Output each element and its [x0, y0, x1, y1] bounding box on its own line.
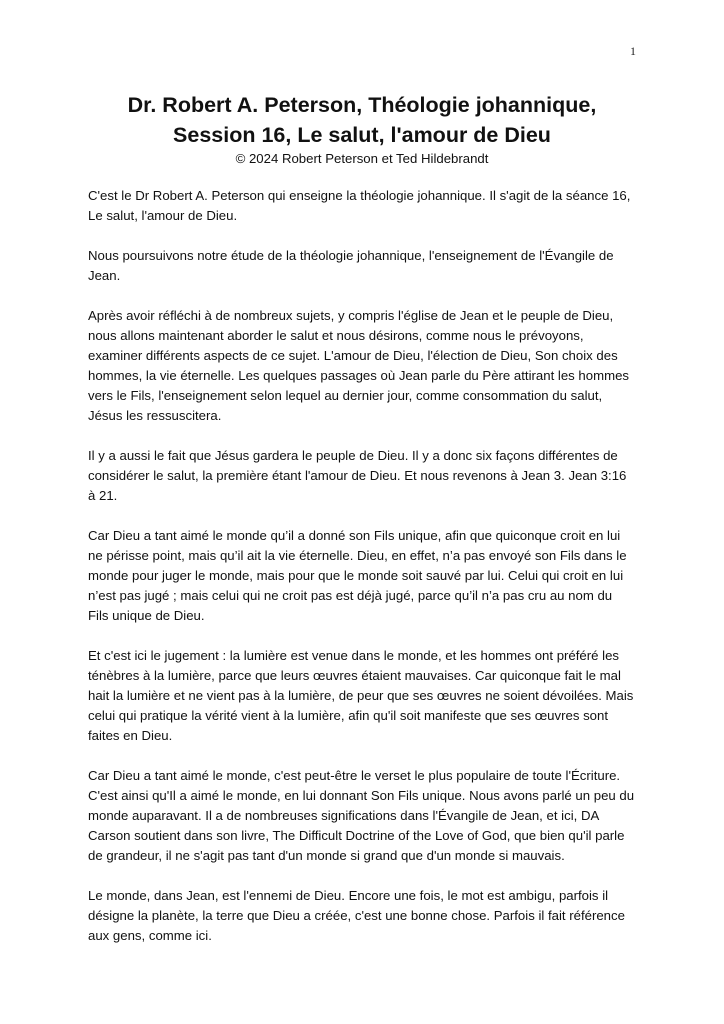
paragraph: Il y a aussi le fait que Jésus gardera le peuple de Dieu. Il y a donc six façons différentes de considérer le salut, la première étant l'amour de Dieu. Et nous revenons à Jean 3. Jean 3:16 à 21. — [88, 448, 627, 503]
paragraph: Car Dieu a tant aimé le monde qu’il a donné son Fils unique, afin que quiconque croit en lui ne périsse point, mais qu’il ait la vie éternelle. Dieu, en effet, n’a pas envoyé son Fils dans le monde pour juger le monde, mais pour que le monde soit sauvé par lui. Celui qui croit en lui n’est pas jugé ; mais celui qui ne croit pas est déjà jugé, parce qu’il n’a pas cru au nom du Fils unique de Dieu. — [88, 528, 627, 623]
document-title-line-1: Dr. Robert A. Peterson, Théologie johannique, — [127, 93, 597, 117]
paragraph: Nous poursuivons notre étude de la théologie johannique, l'enseignement de l'Évangile de Jean. — [88, 248, 614, 283]
paragraph: Et c'est ici le jugement : la lumière est venue dans le monde, et les hommes ont préféré les ténèbres à la lumière, parce que leurs œuvres étaient mauvaises. Car quiconque fait le mal hait la lumière et ne vient pas à la lumière, de peur que ses œuvres ne soient dévoilées. Mais celui qui pratique la vérité vient à la lumière, afin qu'il soit manifeste que ses œuvres sont faites en Dieu. — [88, 648, 634, 743]
page-number: 1 — [630, 44, 636, 58]
document-header — [0, 90, 724, 168]
document-title-line-2: Session 16, Le salut, l'amour de Dieu — [173, 123, 551, 147]
paragraph: C'est le Dr Robert A. Peterson qui enseigne la théologie johannique. Il s'agit de la séance 16, Le salut, l'amour de Dieu. — [88, 188, 631, 223]
paragraph: Le monde, dans Jean, est l'ennemi de Dieu. Encore une fois, le mot est ambigu, parfois il désigne la planète, la terre que Dieu a créée, c'est une bonne chose. Parfois il fait référence aux gens, comme ici. — [88, 888, 625, 943]
document-body — [88, 186, 636, 966]
paragraph: Car Dieu a tant aimé le monde, c'est peut-être le verset le plus populaire de toute l'Écriture. C'est ainsi qu'Il a aimé le monde, en lui donnant Son Fils unique. Nous avons parlé un peu du monde auparavant. Il a de nombreuses significations dans l'Évangile de Jean, et ici, DA Carson soutient dans son livre, The Difficult Doctrine of the Love of God, que bien qu'il parle de grandeur, il ne s'agit pas tant d'un monde si grand que d'un monde si mauvais. — [88, 768, 635, 863]
paragraph: Après avoir réfléchi à de nombreux sujets, y compris l'église de Jean et le peuple de Dieu, nous allons maintenant aborder le salut et nous désirons, comme nous le prévoyons, examiner différents aspects de ce sujet. L'amour de Dieu, l'élection de Dieu, Son choix des hommes, la vie éternelle. Les quelques passages où Jean parle du Père attirant les hommes vers le Fils, l'enseignement selon lequel au dernier jour, comme consommation du salut, Jésus les ressuscitera. — [88, 308, 629, 423]
copyright-notice: © 2024 Robert Peterson et Ted Hildebrandt — [235, 151, 489, 166]
